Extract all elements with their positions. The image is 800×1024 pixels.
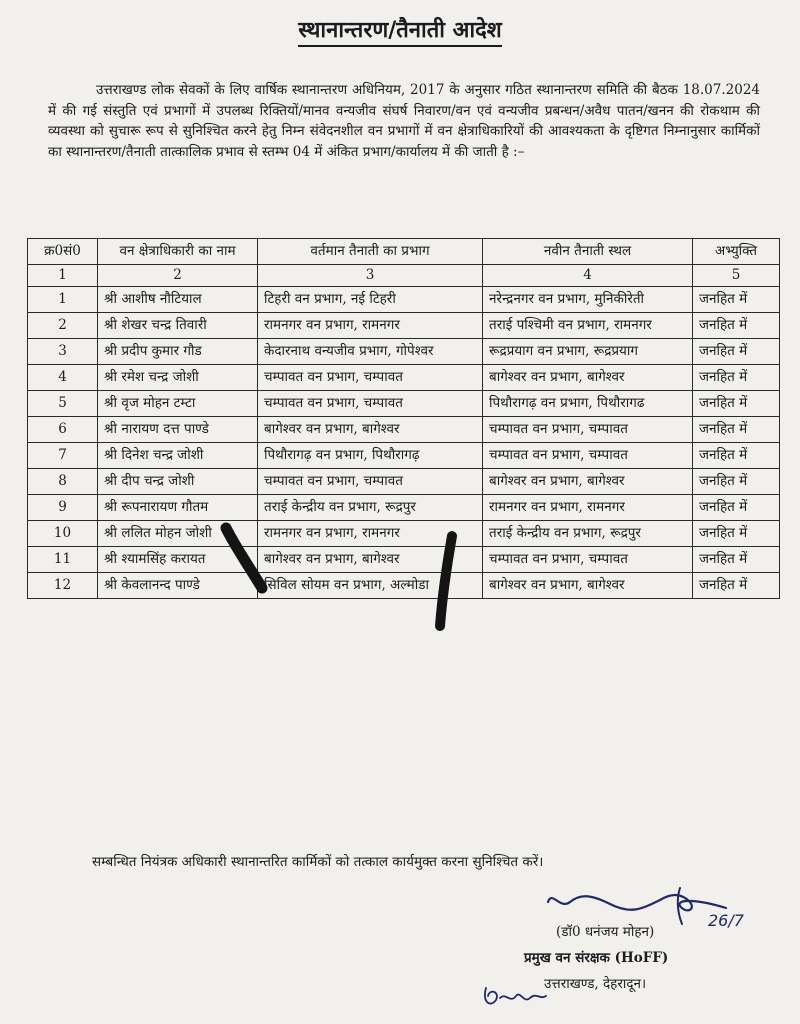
table-row	[28, 339, 780, 365]
cell-current-posting: तराई केन्द्रीय वन प्रभाग, रूद्रपुर	[258, 495, 483, 521]
header-current-posting: वर्तमान तैनाती का प्रभाग	[258, 239, 483, 265]
cell-current-posting: केदारनाथ वन्यजीव प्रभाग, गोपेश्वर	[258, 339, 483, 365]
signatory-designation: प्रमुख वन संरक्षक (HoFF)	[524, 950, 669, 966]
cell-new-posting: बागेश्वर वन प्रभाग, बागेश्वर	[483, 365, 693, 391]
cell-officer-name: श्री रूपनारायण गौतम	[98, 495, 258, 521]
table-row	[28, 469, 780, 495]
cell-sno: 11	[28, 547, 98, 573]
cell-new-posting: तराई पश्चिमी वन प्रभाग, रामनगर	[483, 313, 693, 339]
cell-sno: 6	[28, 417, 98, 443]
header-new-posting: नवीन तैनाती स्थल	[483, 239, 693, 265]
cell-current-posting: रामनगर वन प्रभाग, रामनगर	[258, 521, 483, 547]
cell-current-posting: चम्पावत वन प्रभाग, चम्पावत	[258, 469, 483, 495]
signature-block	[524, 880, 790, 1024]
cell-new-posting: चम्पावत वन प्रभाग, चम्पावत	[483, 547, 693, 573]
header-name: वन क्षेत्राधिकारी का नाम	[98, 239, 258, 265]
cell-sno: 8	[28, 469, 98, 495]
table-row	[28, 521, 780, 547]
table-row	[28, 417, 780, 443]
cell-current-posting: बागेश्वर वन प्रभाग, बागेश्वर	[258, 547, 483, 573]
cell-sno: 9	[28, 495, 98, 521]
column-number: 3	[258, 265, 483, 287]
table-row	[28, 547, 780, 573]
cell-sno: 12	[28, 573, 98, 599]
cell-officer-name: श्री रमेश चन्द्र जोशी	[98, 365, 258, 391]
cell-officer-name: श्री शेखर चन्द्र तिवारी	[98, 313, 258, 339]
cell-officer-name: श्री प्रदीप कुमार गौड	[98, 339, 258, 365]
cell-officer-name: श्री वृज मोहन टम्टा	[98, 391, 258, 417]
handwritten-date: 26/7	[708, 911, 744, 930]
column-number: 4	[483, 265, 693, 287]
cell-remark: जनहित में	[693, 495, 780, 521]
handwritten-initials	[480, 978, 550, 1018]
cell-remark: जनहित में	[693, 339, 780, 365]
table-row	[28, 287, 780, 313]
signatory-office: उत्तराखण्ड, देहरादून।	[544, 976, 647, 992]
column-number-row	[28, 265, 780, 287]
column-number: 5	[693, 265, 780, 287]
cell-remark: जनहित में	[693, 417, 780, 443]
cell-remark: जनहित में	[693, 547, 780, 573]
table-row	[28, 443, 780, 469]
cell-remark: जनहित में	[693, 573, 780, 599]
cell-sno: 1	[28, 287, 98, 313]
cell-new-posting: बागेश्वर वन प्रभाग, बागेश्वर	[483, 573, 693, 599]
transfer-table	[27, 238, 780, 599]
table-row	[28, 313, 780, 339]
cell-officer-name: श्री आशीष नौटियाल	[98, 287, 258, 313]
cell-sno: 2	[28, 313, 98, 339]
cell-new-posting: बागेश्वर वन प्रभाग, बागेश्वर	[483, 469, 693, 495]
cell-sno: 3	[28, 339, 98, 365]
cell-remark: जनहित में	[693, 287, 780, 313]
cell-officer-name: श्री दीप चन्द्र जोशी	[98, 469, 258, 495]
cell-current-posting: टिहरी वन प्रभाग, नई टिहरी	[258, 287, 483, 313]
cell-remark: जनहित में	[693, 469, 780, 495]
cell-new-posting: रूद्रप्रयाग वन प्रभाग, रूद्रप्रयाग	[483, 339, 693, 365]
cell-current-posting: चम्पावत वन प्रभाग, चम्पावत	[258, 365, 483, 391]
cell-new-posting: नरेन्द्रनगर वन प्रभाग, मुनिकीरेती	[483, 287, 693, 313]
cell-new-posting: तराई केन्द्रीय वन प्रभाग, रूद्रपुर	[483, 521, 693, 547]
header-remark: अभ्युक्ति	[693, 239, 780, 265]
table-header-row	[28, 239, 780, 265]
document-title-text: स्थानान्तरण/तैनाती आदेश	[298, 17, 502, 47]
cell-remark: जनहित में	[693, 391, 780, 417]
cell-remark: जनहित में	[693, 365, 780, 391]
cell-remark: जनहित में	[693, 313, 780, 339]
column-number: 2	[98, 265, 258, 287]
table-row	[28, 495, 780, 521]
table-row	[28, 573, 780, 599]
cell-officer-name: श्री श्यामसिंह करायत	[98, 547, 258, 573]
cell-new-posting: रामनगर वन प्रभाग, रामनगर	[483, 495, 693, 521]
cell-sno: 10	[28, 521, 98, 547]
cell-current-posting: बागेश्वर वन प्रभाग, बागेश्वर	[258, 417, 483, 443]
table-row	[28, 391, 780, 417]
cell-current-posting: पिथौरागढ़ वन प्रभाग, पिथौरागढ़	[258, 443, 483, 469]
column-number: 1	[28, 265, 98, 287]
closing-instruction: सम्बन्धित नियंत्रक अधिकारी स्थानान्तरित कार्मिकों को तत्काल कार्यमुक्त करना सुनिश्चित करें।	[92, 854, 544, 870]
document-title	[0, 14, 800, 44]
cell-current-posting: सिविल सोयम वन प्रभाग, अल्मोडा	[258, 573, 483, 599]
table-body	[28, 265, 780, 599]
cell-new-posting: चम्पावत वन प्रभाग, चम्पावत	[483, 443, 693, 469]
cell-officer-name: श्री दिनेश चन्द्र जोशी	[98, 443, 258, 469]
cell-sno: 7	[28, 443, 98, 469]
cell-remark: जनहित में	[693, 443, 780, 469]
cell-officer-name: श्री नारायण दत्त पाण्डे	[98, 417, 258, 443]
cell-remark: जनहित में	[693, 521, 780, 547]
cell-new-posting: पिथौरागढ़ वन प्रभाग, पिथौरागढ	[483, 391, 693, 417]
cell-officer-name: श्री ललित मोहन जोशी	[98, 521, 258, 547]
cell-new-posting: चम्पावत वन प्रभाग, चम्पावत	[483, 417, 693, 443]
table-row	[28, 365, 780, 391]
cell-officer-name: श्री केवलानन्द पाण्डे	[98, 573, 258, 599]
cell-current-posting: चम्पावत वन प्रभाग, चम्पावत	[258, 391, 483, 417]
cell-sno: 4	[28, 365, 98, 391]
signatory-name: (डॉ0 धनंजय मोहन)	[556, 924, 655, 940]
header-sno: क्र0सं0	[28, 239, 98, 265]
cell-current-posting: रामनगर वन प्रभाग, रामनगर	[258, 313, 483, 339]
intro-paragraph: उत्तराखण्ड लोक सेवकों के लिए वार्षिक स्थानान्तरण अधिनियम, 2017 के अनुसार गठित स्थानान्तरण समिति की बैठक 18.07.2024 में की गई संस्तुति एवं प्रभागों में उपलब्ध रिक्तियों/मानव वन्यजीव संघर्ष निवारण/वन एवं वन्यजीव प्रबन्धन/अवैध पातन/खनन की रोकथाम की व्यवस्था को सुचारू रूप से सुनिश्चित करने हेतु निम्न संवेदनशील वन प्रभागों में वन क्षेत्राधिकारियों की आवश्यकता के दृष्टिगत निम्नानुसार कार्मिकों का स्थानान्तरण/तैनाती तात्कालिक प्रभाव से स्तम्भ 04 में अंकित प्रभाग/कार्यालय में की जाती है :–	[48, 82, 760, 160]
cell-sno: 5	[28, 391, 98, 417]
